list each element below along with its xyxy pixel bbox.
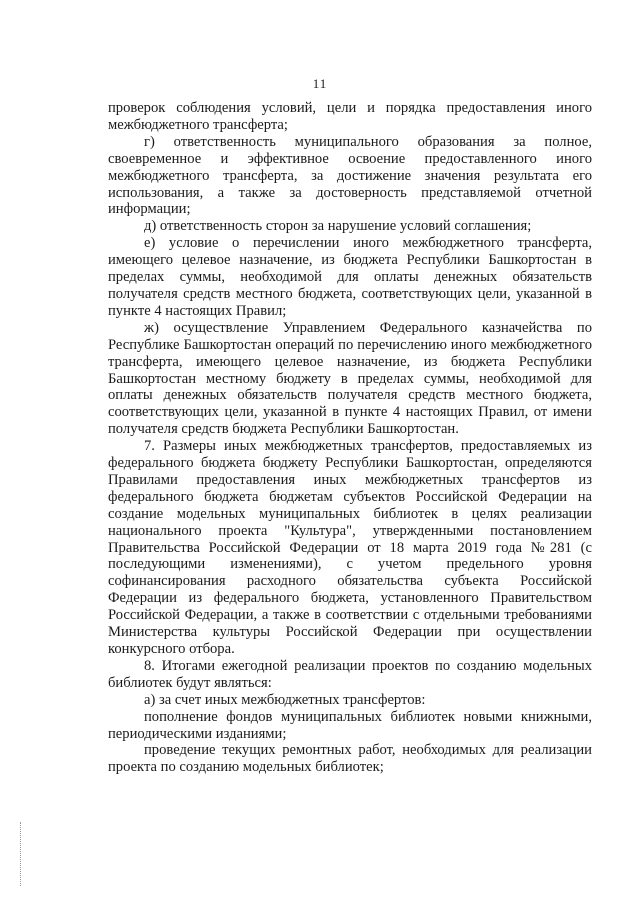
document-body [108, 100, 592, 776]
paragraph: 7. Размеры иных межбюджетных трансфертов, предоставляемых из федерального бюджета бюджету Республики Башкортостан, определяются Правилами предоставления иных межбюджетных трансфертов из федерального бюджета бюджетам субъектов Российской Федерации на создание модельных муниципальных библиотек в целях реализации национального проекта "Культура", утвержденными постановлением Правительства Российской Федерации от 18 марта 2019 года №281 (с последующими изменениями), с учетом предельного уровня софинансирования расходного обязательства субъекта Российской Федерации из федерального бюджета, установленного Правительством Российской Федерации, а также в соответствии с отдельными требованиями Министерства культуры Российской Федерации при осуществлении конкурсного отбора. [108, 438, 592, 657]
page-number: 11 [312, 76, 328, 91]
paragraph: а) за счет иных межбюджетных трансфертов: [144, 691, 426, 708]
paragraph: проверок соблюдения условий, цели и порядка предоставления иного межбюджетного трансферта; [108, 100, 592, 133]
paragraph: д) ответственность сторон за нарушение условий соглашения; [144, 218, 532, 235]
paragraph: ж) осуществление Управлением Федерального казначейства по Республике Башкортостан операций по перечислению иного межбюджетного трансферта, имеющего целевое назначение, из бюджета Республики Башкортостан местному бюджету в пределах суммы, необходимой для оплаты денежных обязательств получателя средств местного бюджета, соответствующих цели, указанной в пункте 4 настоящих Правил, от имени получателя средств бюджета Республики Башкортостан. [108, 319, 592, 438]
paragraph: г) ответственность муниципального образования за полное, своевременное и эффективное освоение предоставленного иного межбюджетного трансферта, за достижение значения результата его использования, а также за достоверность представляемой отчетной информации; [108, 133, 592, 218]
paragraph: проведение текущих ремонтных работ, необходимых для реализации проекта по созданию модельных библиотек; [108, 742, 592, 776]
scan-margin-mark [20, 822, 24, 886]
paragraph: е) условие о перечислении иного межбюджетного трансферта, имеющего целевое назначение, из бюджета Республики Башкортостан в пределах суммы, необходимой для оплаты денежных обязательств получателя средств местного бюджета, соответствующих цели, указанной в пункте 4 настоящих Правил; [108, 235, 592, 319]
paragraph: пополнение фондов муниципальных библиотек новыми книжными, периодическими изданиями; [108, 708, 592, 742]
paragraph: 8. Итогами ежегодной реализации проектов по созданию модельных библиотек будут являться: [108, 657, 592, 691]
